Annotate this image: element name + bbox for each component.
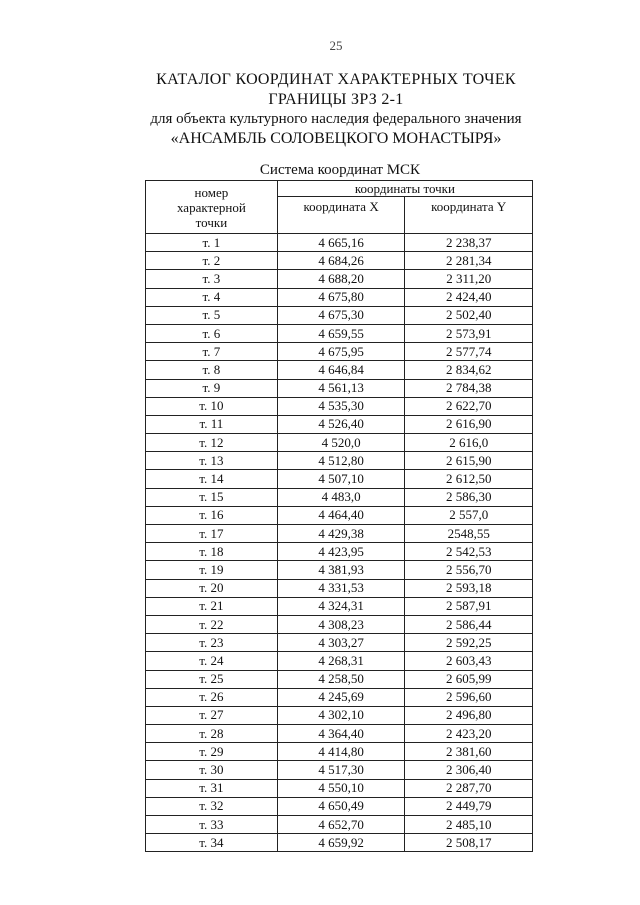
point-number-cell: т. 24: [146, 652, 278, 670]
table-row: [146, 706, 533, 724]
coord-y-cell: 2 596,60: [405, 688, 533, 706]
point-number-cell: т. 17: [146, 525, 278, 543]
point-number-cell: т. 28: [146, 725, 278, 743]
point-number-cell: т. 16: [146, 506, 278, 524]
point-number-cell: т. 26: [146, 688, 278, 706]
coord-x-cell: 4 464,40: [277, 506, 405, 524]
coord-y-cell: 2 605,99: [405, 670, 533, 688]
coord-x-cell: 4 429,38: [277, 525, 405, 543]
coord-y-cell: 2 423,20: [405, 725, 533, 743]
coord-x-cell: 4 381,93: [277, 561, 405, 579]
coord-y-cell: 2 612,50: [405, 470, 533, 488]
coord-y-cell: 2 496,80: [405, 706, 533, 724]
point-number-cell: т. 6: [146, 324, 278, 342]
header-y: координата Y: [405, 197, 533, 234]
coord-x-cell: 4 507,10: [277, 470, 405, 488]
coord-x-cell: 4 665,16: [277, 234, 405, 252]
coord-x-cell: 4 308,23: [277, 615, 405, 633]
coord-x-cell: 4 324,31: [277, 597, 405, 615]
table-row: [146, 834, 533, 852]
table-row: [146, 324, 533, 342]
coord-x-cell: 4 517,30: [277, 761, 405, 779]
coord-x-cell: 4 675,80: [277, 288, 405, 306]
coord-x-cell: 4 659,55: [277, 324, 405, 342]
table-row: [146, 506, 533, 524]
table-row: [146, 306, 533, 324]
coord-x-cell: 4 526,40: [277, 415, 405, 433]
title-line-3: для объекта культурного наследия федерального значения: [150, 111, 522, 127]
table-row: [146, 397, 533, 415]
document-title: [0, 70, 640, 148]
table-row: [146, 361, 533, 379]
point-number-cell: т. 18: [146, 543, 278, 561]
table-row: [146, 434, 533, 452]
table-row: [146, 415, 533, 433]
coord-y-cell: 2 557,0: [405, 506, 533, 524]
coord-y-cell: 2 577,74: [405, 343, 533, 361]
point-number-cell: т. 5: [146, 306, 278, 324]
coord-y-cell: 2 485,10: [405, 816, 533, 834]
coord-y-cell: 2 556,70: [405, 561, 533, 579]
title-line-4: «АНСАМБЛЬ СОЛОВЕЦКОГО МОНАСТЫРЯ»: [170, 130, 502, 147]
coord-x-cell: 4 675,95: [277, 343, 405, 361]
table-row: [146, 379, 533, 397]
table-row: [146, 725, 533, 743]
point-number-cell: т. 7: [146, 343, 278, 361]
table-row: [146, 561, 533, 579]
header-x: координата X: [277, 197, 405, 234]
coord-y-cell: 2 502,40: [405, 306, 533, 324]
point-number-cell: т. 22: [146, 615, 278, 633]
table-row: [146, 670, 533, 688]
table-row: [146, 234, 533, 252]
point-number-cell: т. 11: [146, 415, 278, 433]
coord-y-cell: 2548,55: [405, 525, 533, 543]
table-row: [146, 343, 533, 361]
coord-x-cell: 4 659,92: [277, 834, 405, 852]
coord-y-cell: 2 311,20: [405, 270, 533, 288]
point-number-cell: т. 12: [146, 434, 278, 452]
table-row: [146, 652, 533, 670]
header-coordinates: координаты точки: [277, 181, 532, 197]
coord-x-cell: 4 364,40: [277, 725, 405, 743]
point-number-cell: т. 9: [146, 379, 278, 397]
coord-y-cell: 2 603,43: [405, 652, 533, 670]
table-row: [146, 761, 533, 779]
table-row: [146, 452, 533, 470]
coord-y-cell: 2 542,53: [405, 543, 533, 561]
point-number-cell: т. 4: [146, 288, 278, 306]
coord-x-cell: 4 675,30: [277, 306, 405, 324]
coord-x-cell: 4 535,30: [277, 397, 405, 415]
coord-y-cell: 2 281,34: [405, 252, 533, 270]
table-row: [146, 634, 533, 652]
title-line-1: КАТАЛОГ КООРДИНАТ ХАРАКТЕРНЫХ ТОЧЕК: [156, 71, 516, 88]
point-number-cell: т. 2: [146, 252, 278, 270]
point-number-cell: т. 20: [146, 579, 278, 597]
coord-y-cell: 2 238,37: [405, 234, 533, 252]
point-number-cell: т. 25: [146, 670, 278, 688]
point-number-cell: т. 27: [146, 706, 278, 724]
coord-x-cell: 4 650,49: [277, 797, 405, 815]
point-number-cell: т. 29: [146, 743, 278, 761]
coord-x-cell: 4 520,0: [277, 434, 405, 452]
point-number-cell: т. 31: [146, 779, 278, 797]
coord-x-cell: 4 245,69: [277, 688, 405, 706]
coord-x-cell: 4 688,20: [277, 270, 405, 288]
table-row: [146, 470, 533, 488]
coord-y-cell: 2 834,62: [405, 361, 533, 379]
point-number-cell: т. 33: [146, 816, 278, 834]
table-row: [146, 525, 533, 543]
table-row: [146, 797, 533, 815]
table-row: [146, 488, 533, 506]
coord-x-cell: 4 302,10: [277, 706, 405, 724]
coord-y-cell: 2 508,17: [405, 834, 533, 852]
table-row: [146, 270, 533, 288]
coordinate-system-caption: Система координат МСК: [259, 162, 421, 178]
point-number-cell: т. 19: [146, 561, 278, 579]
coord-y-cell: 2 449,79: [405, 797, 533, 815]
coord-y-cell: 2 424,40: [405, 288, 533, 306]
table-row: [146, 688, 533, 706]
coord-y-cell: 2 592,25: [405, 634, 533, 652]
point-number-cell: т. 21: [146, 597, 278, 615]
coord-y-cell: 2 287,70: [405, 779, 533, 797]
coord-y-cell: 2 586,44: [405, 615, 533, 633]
point-number-cell: т. 3: [146, 270, 278, 288]
point-number-cell: т. 23: [146, 634, 278, 652]
coord-x-cell: 4 646,84: [277, 361, 405, 379]
coord-x-cell: 4 561,13: [277, 379, 405, 397]
coord-x-cell: 4 303,27: [277, 634, 405, 652]
coord-x-cell: 4 512,80: [277, 452, 405, 470]
title-line-2: ГРАНИЦЫ ЗРЗ 2-1: [268, 91, 404, 108]
table-row: [146, 615, 533, 633]
table-row: [146, 597, 533, 615]
table-row: [146, 816, 533, 834]
point-number-cell: т. 34: [146, 834, 278, 852]
coord-y-cell: 2 306,40: [405, 761, 533, 779]
point-number-cell: т. 32: [146, 797, 278, 815]
coord-x-cell: 4 652,70: [277, 816, 405, 834]
coord-x-cell: 4 483,0: [277, 488, 405, 506]
point-number-cell: т. 14: [146, 470, 278, 488]
page-number: 25: [329, 38, 343, 53]
coord-x-cell: 4 268,31: [277, 652, 405, 670]
point-number-cell: т. 13: [146, 452, 278, 470]
coord-x-cell: 4 423,95: [277, 543, 405, 561]
point-number-cell: т. 8: [146, 361, 278, 379]
point-number-cell: т. 15: [146, 488, 278, 506]
coord-x-cell: 4 414,80: [277, 743, 405, 761]
table-row: [146, 288, 533, 306]
coord-x-cell: 4 331,53: [277, 579, 405, 597]
coord-x-cell: 4 550,10: [277, 779, 405, 797]
table-row: [146, 579, 533, 597]
coord-y-cell: 2 593,18: [405, 579, 533, 597]
coordinates-table: [145, 180, 533, 852]
point-number-cell: т. 1: [146, 234, 278, 252]
coord-y-cell: 2 615,90: [405, 452, 533, 470]
coord-x-cell: 4 258,50: [277, 670, 405, 688]
table-row: [146, 779, 533, 797]
point-number-cell: т. 30: [146, 761, 278, 779]
coord-y-cell: 2 587,91: [405, 597, 533, 615]
coord-y-cell: 2 616,90: [405, 415, 533, 433]
header-point-number: номер характерной точки: [146, 181, 278, 234]
table-row: [146, 743, 533, 761]
table-row: [146, 543, 533, 561]
coord-x-cell: 4 684,26: [277, 252, 405, 270]
point-number-cell: т. 10: [146, 397, 278, 415]
coord-y-cell: 2 622,70: [405, 397, 533, 415]
coord-y-cell: 2 573,91: [405, 324, 533, 342]
coord-y-cell: 2 586,30: [405, 488, 533, 506]
table-row: [146, 252, 533, 270]
coord-y-cell: 2 784,38: [405, 379, 533, 397]
coord-y-cell: 2 616,0: [405, 434, 533, 452]
coord-y-cell: 2 381,60: [405, 743, 533, 761]
